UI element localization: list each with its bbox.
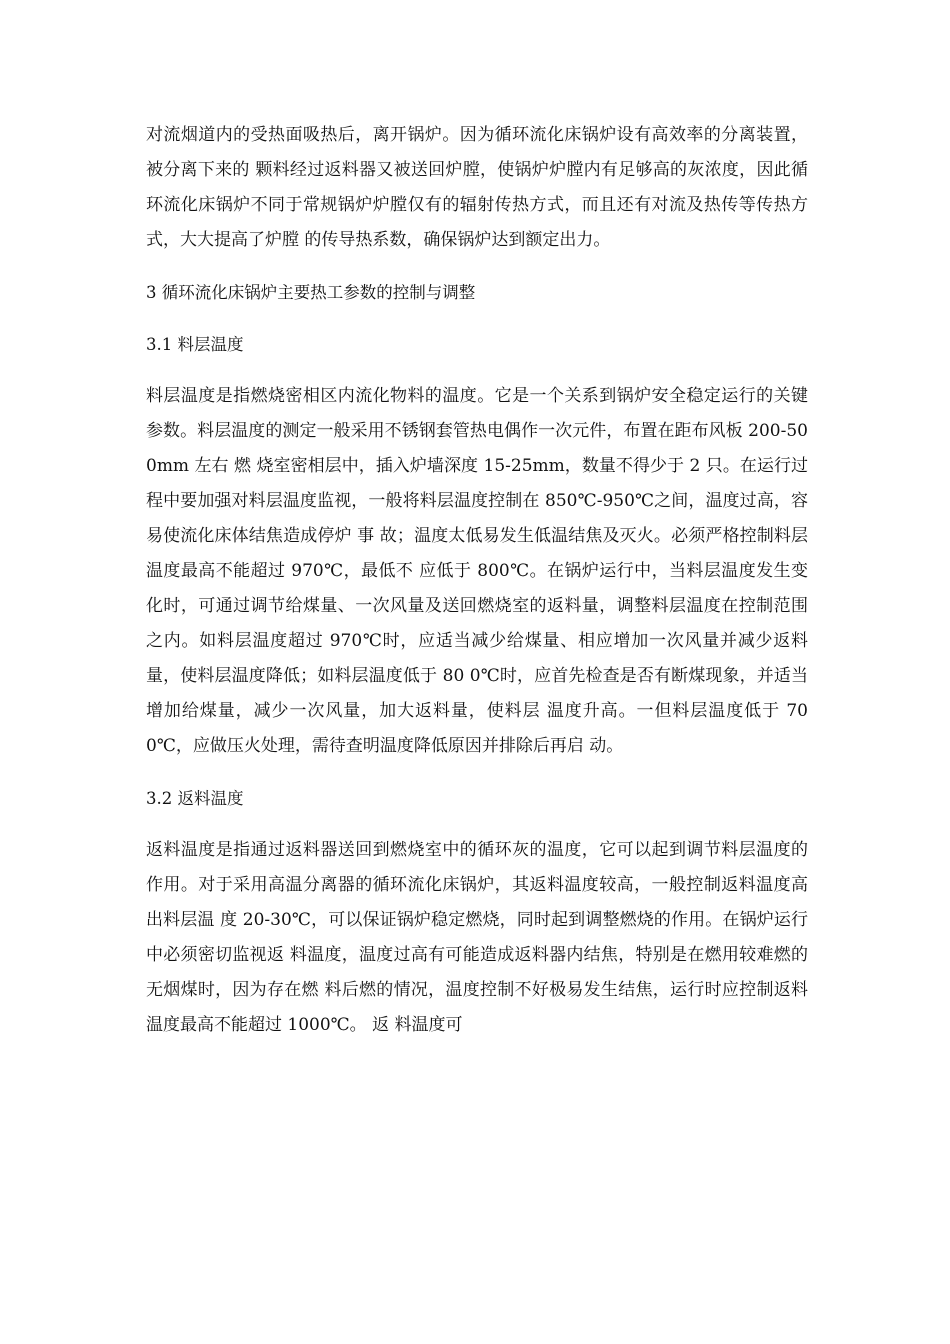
spacer <box>146 258 808 275</box>
section-heading-3-2: 3.2 返料温度 <box>146 789 244 808</box>
section-heading-3: 3 循环流化床锅炉主要热工参数的控制与调整 <box>146 283 476 302</box>
document-page <box>146 118 808 1043</box>
spacer <box>146 310 808 327</box>
section-heading-3-1: 3.1 料层温度 <box>146 335 244 354</box>
paragraph-bed-temperature: 料层温度是指燃烧密相区内流化物料的温度。它是一个关系到锅炉安全稳定运行的关键参数。料层温度的测定一般采用不锈钢套管热电偶作一次元件，布置在距布风板 200-500mm 左右 燃 烧室密相层中，插入炉墙深度 15-25mm，数量不得少于 2 只。在运行过程中要加强对料层温度监视，一般将料层温度控制在 850℃-950℃之间，温度过高，容易使流化床体结焦造成停炉 事 故；温度太低易发生低温结焦及灭火。必须严格控制料层温度最高不能超过 970℃，最低不 应低于 800℃。在锅炉运行中，当料层温度发生变化时，可通过调节给煤量、一次风量及送回燃烧室的返料量，调整料层温度在控制范围之内。如料层温度超过 970℃时，应适当减少给煤量、相应增加一次风量并减少返料量，使料层温度降低；如料层温度低于 80 0℃时，应首先检查是否有断煤现象，并适当增加给煤量，减少一次风量，加大返料量，使料层 温度升高。一但料层温度低于 700℃，应做压火处理，需待查明温度降低原因并排除后再启 动。 <box>146 386 808 756</box>
paragraph-return-temperature: 返料温度是指通过返料器送回到燃烧室中的循环灰的温度，它可以起到调节料层温度的作用。对于采用高温分离器的循环流化床锅炉，其返料温度较高，一般控制返料温度高出料层温 度 20-30℃，可以保证锅炉稳定燃烧，同时起到调整燃烧的作用。在锅炉运行中必须密切监视返 料温度，温度过高有可能造成返料器内结焦，特别是在燃用较难燃的无烟煤时，因为存在燃 料后燃的情况，温度控制不好极易发生结焦，运行时应控制返料温度最高不能超过 1000℃。 返 料温度可 <box>146 840 808 1035</box>
spacer <box>146 816 808 833</box>
paragraph-flue-heat-transfer: 对流烟道内的受热面吸热后，离开锅炉。因为循环流化床锅炉设有高效率的分离装置，被分离下来的 颗料经过返料器又被送回炉膛，使锅炉炉膛内有足够高的灰浓度，因此循环流化床锅炉不同于常规锅炉炉膛仅有的辐射传热方式，而且还有对流及热传等传热方式，大大提高了炉膛 的传导热系数，确保锅炉达到额定出力。 <box>146 125 808 250</box>
spacer <box>146 362 808 379</box>
spacer <box>146 764 808 781</box>
